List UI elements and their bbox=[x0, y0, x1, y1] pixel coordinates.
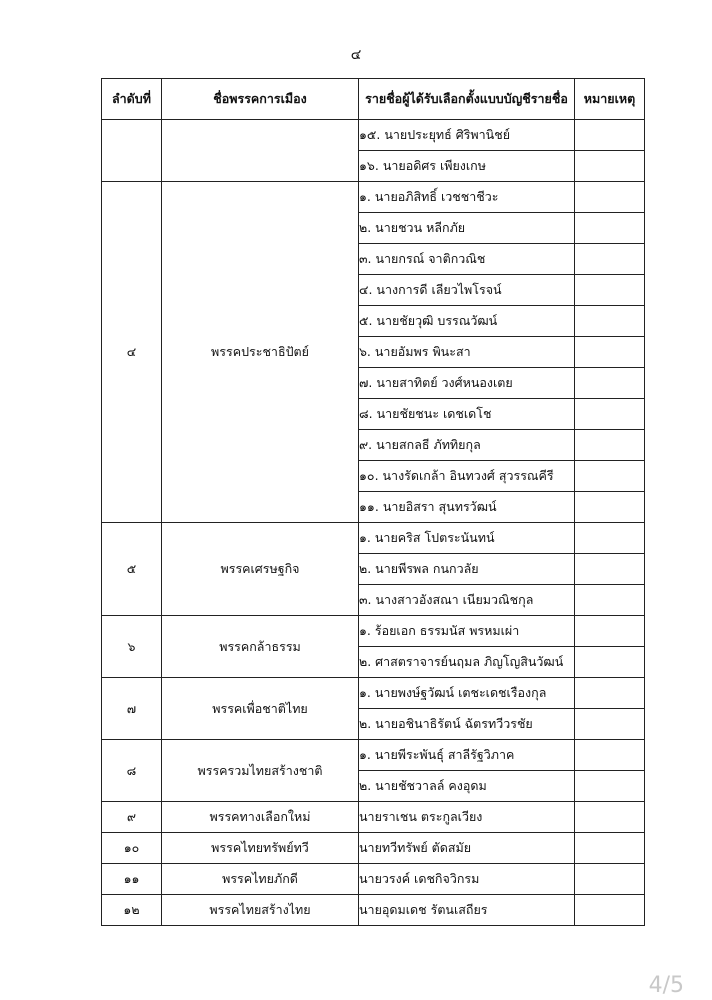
candidate-name-cell: ๑๖. นายอดิศร เพียงเกษ bbox=[359, 151, 575, 182]
order-cell: ๗ bbox=[102, 678, 162, 740]
candidate-name-cell: ๕. นายชัยวุฒิ บรรณวัฒน์ bbox=[359, 306, 575, 337]
candidate-name-cell: ๑๐. นางรัดเกล้า อินทวงศ์ สุวรรณคีรี bbox=[359, 461, 575, 492]
candidate-name-cell: ๘. นายชัยชนะ เดชเดโช bbox=[359, 399, 575, 430]
note-cell bbox=[575, 740, 645, 771]
candidate-name-cell: ๖. นายอัมพร พินะสา bbox=[359, 337, 575, 368]
party-name-cell: พรรคไทยภักดี bbox=[162, 864, 359, 895]
table-row bbox=[102, 740, 645, 771]
note-cell bbox=[575, 368, 645, 399]
party-name-cell: พรรคกล้าธรรม bbox=[162, 616, 359, 678]
note-cell bbox=[575, 151, 645, 182]
order-cell: ๑๑ bbox=[102, 864, 162, 895]
table-row bbox=[102, 895, 645, 926]
candidate-name-cell: ๒. นายอชินาธิรัตน์ ฉัตรทวีวรชัย bbox=[359, 709, 575, 740]
candidate-name-cell: ๑. นายคริส โปตระนันทน์ bbox=[359, 523, 575, 554]
candidate-name-cell: ๒. ศาสตราจารย์นฤมล ภิญโญสินวัฒน์ bbox=[359, 647, 575, 678]
order-cell: ๑๐ bbox=[102, 833, 162, 864]
party-list-table bbox=[101, 78, 645, 926]
table-row bbox=[102, 120, 645, 151]
candidate-name-cell: นายทวีทรัพย์ ตัดสมัย bbox=[359, 833, 575, 864]
party-name-cell: พรรคเพื่อชาติไทย bbox=[162, 678, 359, 740]
table-row bbox=[102, 864, 645, 895]
table-body bbox=[102, 120, 645, 926]
note-cell bbox=[575, 430, 645, 461]
party-name-cell: พรรครวมไทยสร้างชาติ bbox=[162, 740, 359, 802]
candidate-name-cell: ๑๕. นายประยุทธ์ ศิริพานิชย์ bbox=[359, 120, 575, 151]
table-row bbox=[102, 833, 645, 864]
order-cell: ๑๒ bbox=[102, 895, 162, 926]
candidate-name-cell: ๙. นายสกลธี ภัททิยกุล bbox=[359, 430, 575, 461]
order-cell: ๖ bbox=[102, 616, 162, 678]
candidate-name-cell: ๗. นายสาทิตย์ วงศ์หนองเตย bbox=[359, 368, 575, 399]
note-cell bbox=[575, 461, 645, 492]
note-cell bbox=[575, 306, 645, 337]
note-cell bbox=[575, 120, 645, 151]
note-cell bbox=[575, 864, 645, 895]
candidate-name-cell: ๑. ร้อยเอก ธรรมนัส พรหมเผ่า bbox=[359, 616, 575, 647]
note-cell bbox=[575, 678, 645, 709]
note-cell bbox=[575, 616, 645, 647]
order-cell: ๕ bbox=[102, 523, 162, 616]
table-row bbox=[102, 802, 645, 833]
note-cell bbox=[575, 182, 645, 213]
candidate-name-cell: ๑. นายพงษ์ฐวัฒน์ เตชะเดชเรืองกุล bbox=[359, 678, 575, 709]
candidate-name-cell: ๔. นางการดี เลียวไพโรจน์ bbox=[359, 275, 575, 306]
candidate-name-cell: นายราเชน ตระกูลเวียง bbox=[359, 802, 575, 833]
note-cell bbox=[575, 895, 645, 926]
candidate-name-cell: ๑๑. นายอิสรา สุนทรวัฒน์ bbox=[359, 492, 575, 523]
candidate-name-cell: ๑. นายพีระพันธุ์ สาลีรัฐวิภาค bbox=[359, 740, 575, 771]
note-cell bbox=[575, 213, 645, 244]
party-name-cell: พรรคเศรษฐกิจ bbox=[162, 523, 359, 616]
table-header-row bbox=[102, 79, 645, 120]
party-name-cell: พรรคไทยทรัพย์ทวี bbox=[162, 833, 359, 864]
party-name-cell: พรรคทางเลือกใหม่ bbox=[162, 802, 359, 833]
page-number: ๔ bbox=[350, 47, 362, 63]
order-cell bbox=[102, 120, 162, 182]
note-cell bbox=[575, 585, 645, 616]
candidate-name-cell: ๒. นายชัชวาลล์ คงอุดม bbox=[359, 771, 575, 802]
note-cell bbox=[575, 771, 645, 802]
note-cell bbox=[575, 833, 645, 864]
header-order: ลำดับที่ bbox=[102, 79, 162, 120]
header-party: ชื่อพรรคการเมือง bbox=[162, 79, 359, 120]
candidate-name-cell: นายวรงค์ เดชกิจวิกรม bbox=[359, 864, 575, 895]
page-indicator: 4/5 bbox=[648, 973, 684, 998]
table-row bbox=[102, 182, 645, 213]
table-row bbox=[102, 616, 645, 647]
candidate-name-cell: ๒. นายพีรพล กนกวลัย bbox=[359, 554, 575, 585]
note-cell bbox=[575, 337, 645, 368]
header-candidates: รายชื่อผู้ได้รับเลือกตั้งแบบบัญชีรายชื่อ bbox=[359, 79, 575, 120]
candidate-name-cell: นายอุดมเดช รัตนเสถียร bbox=[359, 895, 575, 926]
party-name-cell: พรรคประชาธิปัตย์ bbox=[162, 182, 359, 523]
note-cell bbox=[575, 709, 645, 740]
order-cell: ๔ bbox=[102, 182, 162, 523]
note-cell bbox=[575, 275, 645, 306]
note-cell bbox=[575, 523, 645, 554]
candidate-name-cell: ๒. นายชวน หลีกภัย bbox=[359, 213, 575, 244]
candidate-name-cell: ๑. นายอภิสิทธิ์ เวชชาชีวะ bbox=[359, 182, 575, 213]
note-cell bbox=[575, 647, 645, 678]
table-row bbox=[102, 523, 645, 554]
order-cell: ๙ bbox=[102, 802, 162, 833]
note-cell bbox=[575, 399, 645, 430]
note-cell bbox=[575, 492, 645, 523]
note-cell bbox=[575, 244, 645, 275]
header-note: หมายเหตุ bbox=[575, 79, 645, 120]
table-row bbox=[102, 678, 645, 709]
candidate-name-cell: ๓. นายกรณ์ จาติกวณิช bbox=[359, 244, 575, 275]
candidate-name-cell: ๓. นางสาวอังสณา เนียมวณิชกุล bbox=[359, 585, 575, 616]
party-name-cell: พรรคไทยสร้างไทย bbox=[162, 895, 359, 926]
order-cell: ๘ bbox=[102, 740, 162, 802]
party-name-cell bbox=[162, 120, 359, 182]
note-cell bbox=[575, 802, 645, 833]
note-cell bbox=[575, 554, 645, 585]
